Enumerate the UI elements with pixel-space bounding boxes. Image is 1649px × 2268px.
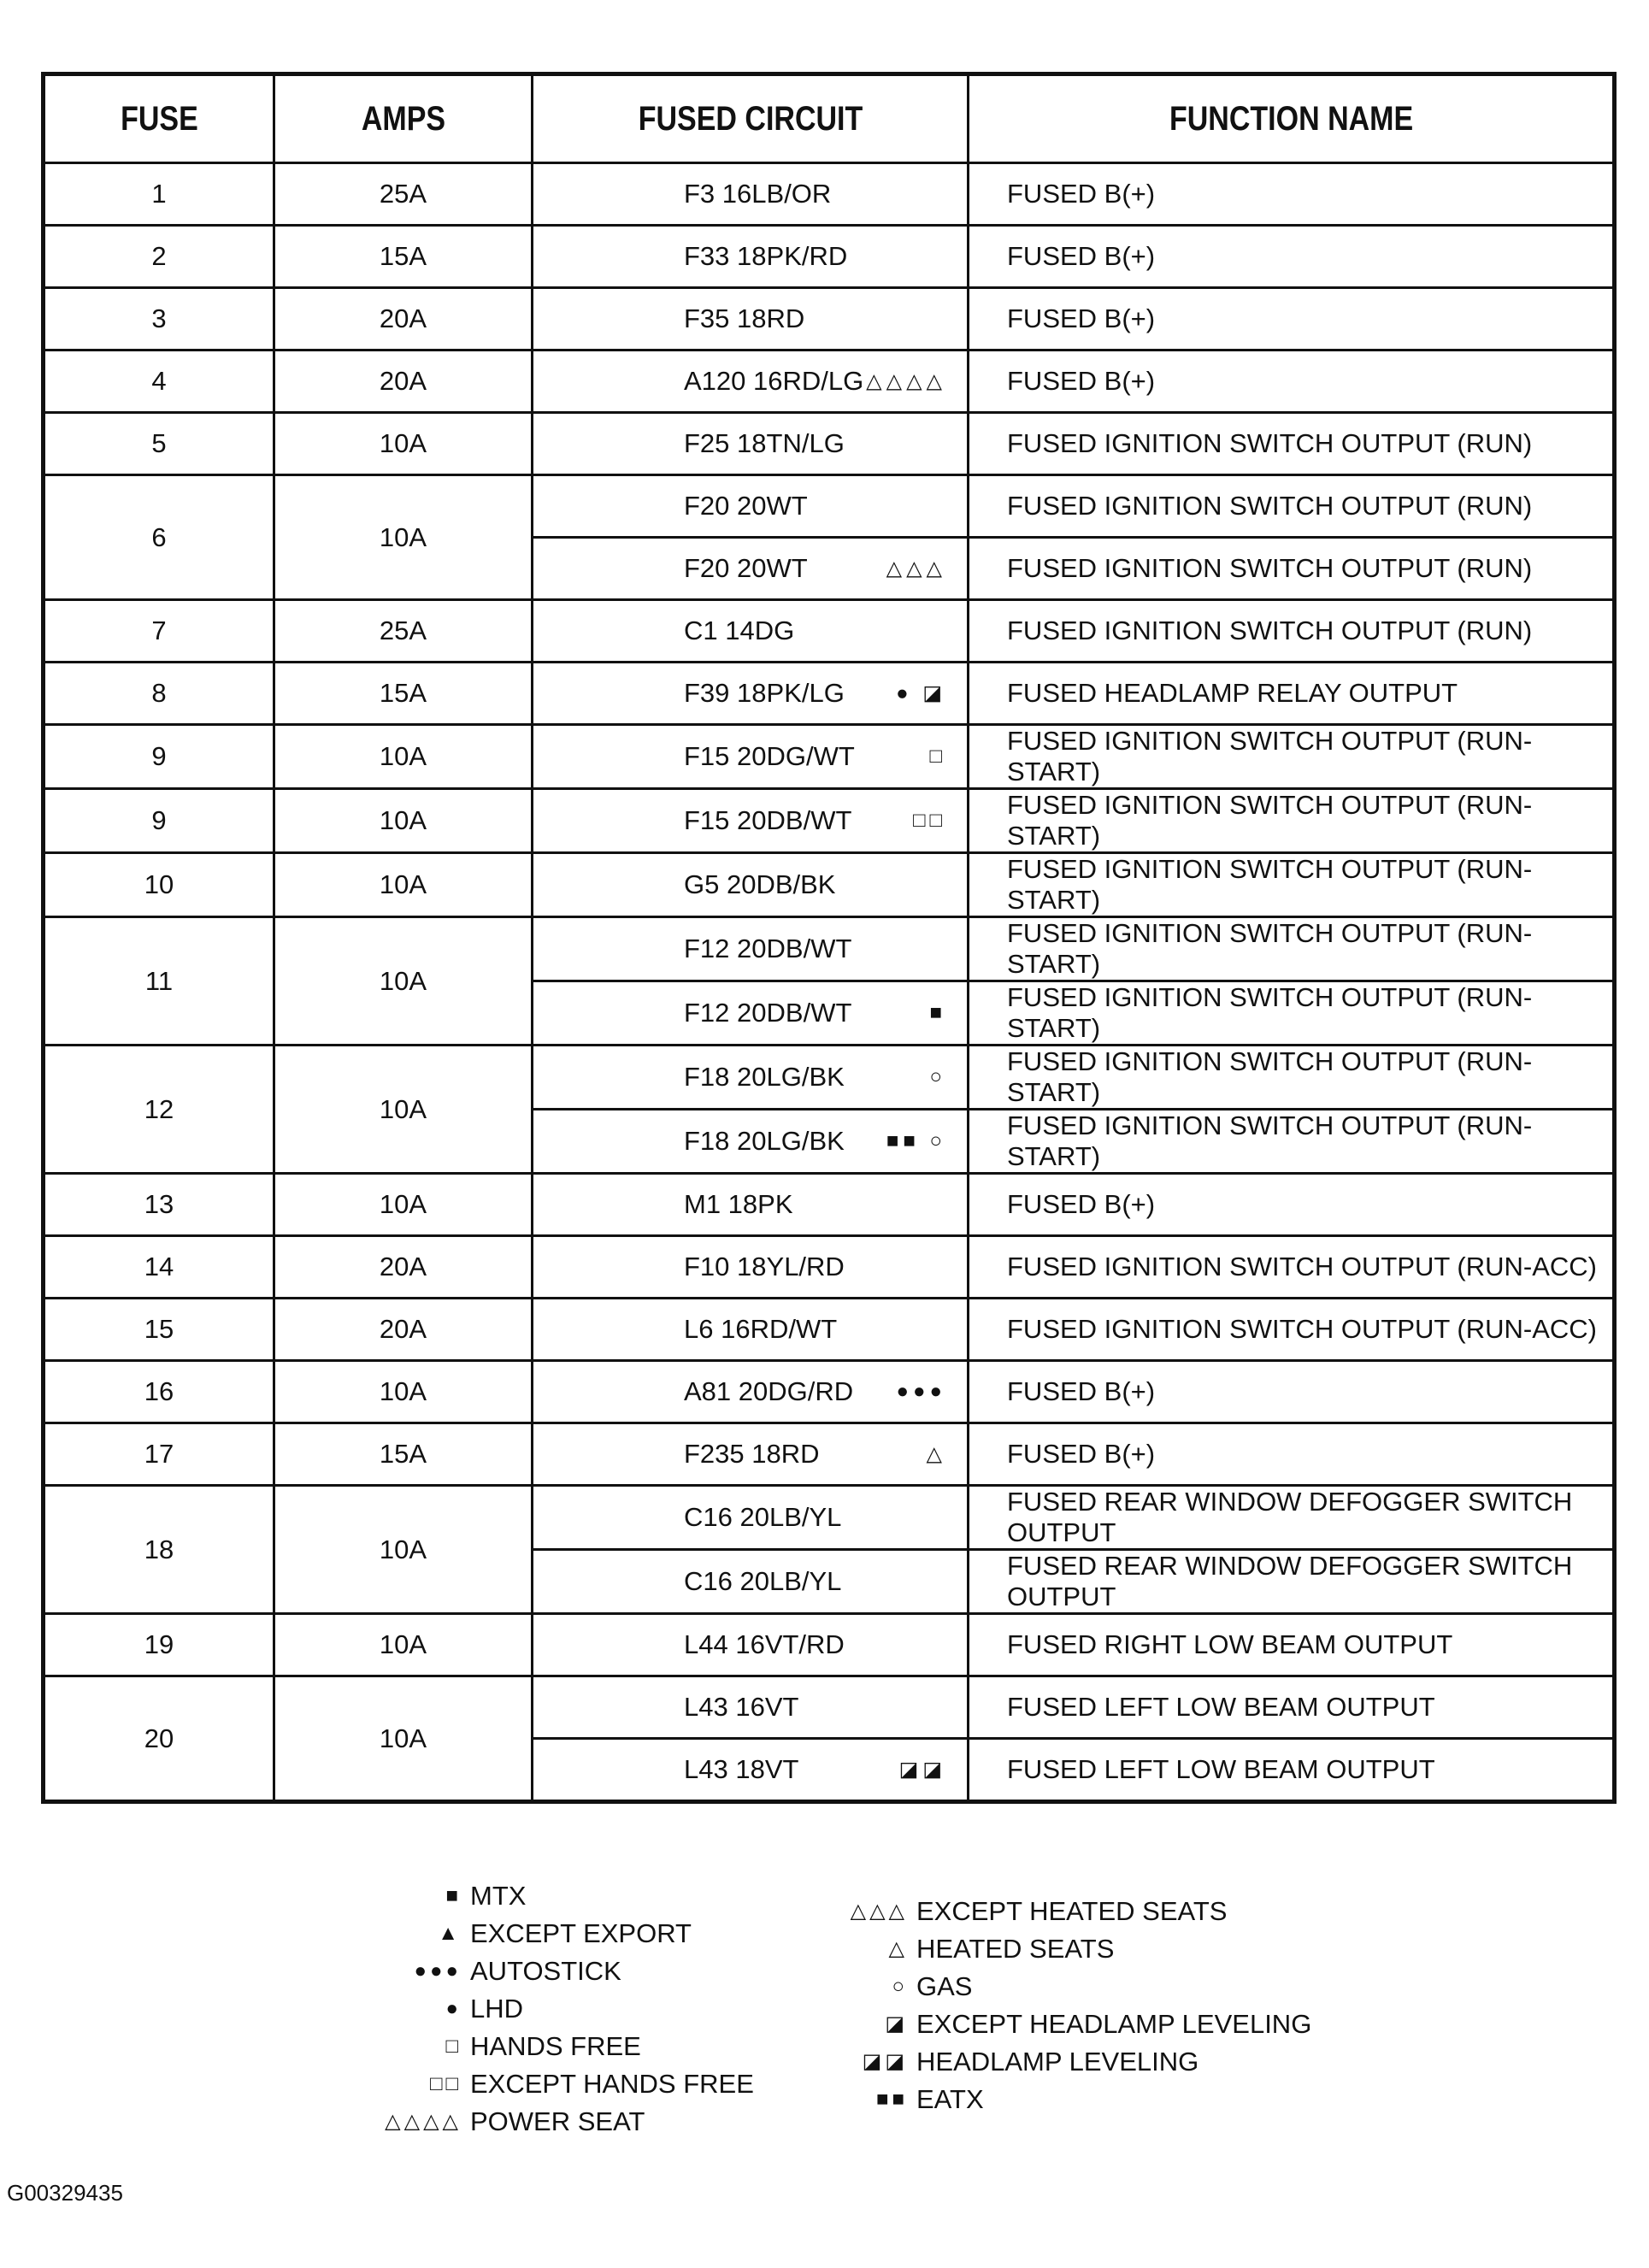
legend-label: EXCEPT EXPORT (470, 1918, 692, 1948)
function-name: FUSED IGNITION SWITCH OUTPUT (RUN) (969, 475, 1615, 538)
fuse-number: 9 (44, 789, 274, 853)
fused-circuit: F39 18PK/LG (684, 678, 845, 708)
fuse-number: 13 (44, 1174, 274, 1236)
fused-circuit: F3 16LB/OR (684, 179, 832, 209)
condition-symbol: □□ (913, 809, 946, 832)
function-name: FUSED REAR WINDOW DEFOGGER SWITCH OUTPUT (969, 1486, 1615, 1550)
table-row (44, 1614, 1615, 1676)
fuse-number: 9 (44, 725, 274, 789)
fuse-amps: 10A (274, 1361, 533, 1423)
function-name: FUSED IGNITION SWITCH OUTPUT (RUN) (969, 600, 1615, 663)
header-fused-circuit: FUSED CIRCUIT (565, 74, 936, 163)
fused-circuit-cell (533, 1739, 969, 1802)
fused-circuit-cell (533, 1550, 969, 1614)
fuse-number: 19 (44, 1614, 274, 1676)
fuse-number: 15 (44, 1299, 274, 1361)
fused-circuit: F15 20DB/WT (684, 805, 852, 835)
fused-circuit-cell (533, 351, 969, 413)
table-row (44, 1174, 1615, 1236)
fused-circuit: F10 18YL/RD (684, 1252, 845, 1281)
table-row (44, 1236, 1615, 1299)
fuse-amps: 10A (274, 1614, 533, 1676)
fuse-amps: 10A (274, 853, 533, 917)
fuse-number: 17 (44, 1423, 274, 1486)
fused-circuit-cell (533, 413, 969, 475)
legend-symbol: △△△△ (385, 2110, 462, 2133)
function-name: FUSED LEFT LOW BEAM OUTPUT (969, 1676, 1615, 1739)
condition-symbol: △△△ (886, 557, 946, 580)
fuse-amps: 10A (274, 1046, 533, 1174)
legend-label: GAS (916, 1971, 973, 2001)
table-row (44, 1046, 1615, 1110)
legend-symbol: ◪ (885, 2012, 908, 2035)
fused-circuit: F18 20LG/BK (684, 1126, 845, 1156)
fused-circuit-cell (533, 538, 969, 600)
fused-circuit: F12 20DB/WT (684, 934, 852, 963)
fuse-amps: 10A (274, 1174, 533, 1236)
table-row (44, 1423, 1615, 1486)
condition-symbol: □ (929, 745, 946, 768)
fuse-amps: 20A (274, 1236, 533, 1299)
fuse-number: 11 (44, 917, 274, 1046)
legend-label: EATX (916, 2084, 984, 2114)
function-name: FUSED REAR WINDOW DEFOGGER SWITCH OUTPUT (969, 1550, 1615, 1614)
function-name: FUSED B(+) (969, 1423, 1615, 1486)
fuse-amps: 15A (274, 1423, 533, 1486)
fused-circuit: L44 16VT/RD (684, 1629, 845, 1659)
fuse-amps: 15A (274, 663, 533, 725)
function-name: FUSED B(+) (969, 226, 1615, 288)
legend-symbol: ○ (892, 1975, 908, 1998)
fused-circuit-cell (533, 789, 969, 853)
fused-circuit-cell (533, 600, 969, 663)
table-row (44, 1361, 1615, 1423)
condition-symbol: △△△△ (866, 369, 946, 393)
function-name: FUSED IGNITION SWITCH OUTPUT (RUN-START) (969, 1110, 1615, 1174)
condition-symbol: △ (926, 1442, 946, 1466)
fused-circuit-cell (533, 981, 969, 1046)
table-row (44, 853, 1615, 917)
fuse-amps: 20A (274, 1299, 533, 1361)
legend-label: HEADLAMP LEVELING (916, 2047, 1199, 2077)
fused-circuit: A120 16RD/LG (684, 366, 864, 396)
function-name: FUSED B(+) (969, 1174, 1615, 1236)
table-row (44, 163, 1615, 226)
fused-circuit-cell (533, 1423, 969, 1486)
fused-circuit: C16 20LB/YL (684, 1566, 842, 1596)
fused-circuit-cell (533, 226, 969, 288)
function-name: FUSED IGNITION SWITCH OUTPUT (RUN-ACC) (969, 1299, 1615, 1361)
legend-symbol: △△△ (850, 1900, 908, 1923)
legend-symbol: ● (445, 1997, 462, 2020)
function-name: FUSED IGNITION SWITCH OUTPUT (RUN-START) (969, 1046, 1615, 1110)
legend-symbol: □ (445, 2035, 462, 2058)
fuse-number: 16 (44, 1361, 274, 1423)
fuse-amps: 10A (274, 789, 533, 853)
fuse-amps: 10A (274, 1486, 533, 1614)
fused-circuit-cell (533, 475, 969, 538)
fused-circuit: F20 20WT (684, 553, 808, 583)
table-row (44, 1486, 1615, 1550)
function-name: FUSED IGNITION SWITCH OUTPUT (RUN-START) (969, 917, 1615, 981)
table-row (44, 917, 1615, 981)
legend-label: LHD (470, 1994, 524, 2024)
legend-symbol: □□ (430, 2072, 462, 2095)
condition-symbol: ■■ ○ (886, 1129, 946, 1152)
fused-circuit: C16 20LB/YL (684, 1502, 842, 1532)
legend-label: MTX (470, 1881, 527, 1911)
header-amps: AMPS (293, 74, 513, 163)
fuse-number: 20 (44, 1676, 274, 1802)
fused-circuit: A81 20DG/RD (684, 1376, 854, 1406)
header-function-name: FUNCTION NAME (1016, 74, 1566, 163)
function-name: FUSED B(+) (969, 163, 1615, 226)
fuse-amps: 10A (274, 1676, 533, 1802)
function-name: FUSED LEFT LOW BEAM OUTPUT (969, 1739, 1615, 1802)
legend-label: HANDS FREE (470, 2031, 641, 2061)
fused-circuit-cell (533, 1486, 969, 1550)
fused-circuit: F12 20DB/WT (684, 998, 852, 1028)
fuse-number: 12 (44, 1046, 274, 1174)
fused-circuit-cell (533, 853, 969, 917)
fused-circuit: F33 18PK/RD (684, 241, 848, 271)
fused-circuit-cell (533, 1614, 969, 1676)
table-row (44, 600, 1615, 663)
fuse-amps: 15A (274, 226, 533, 288)
fuse-table (41, 72, 1617, 1804)
fuse-number: 8 (44, 663, 274, 725)
fused-circuit: F235 18RD (684, 1439, 820, 1469)
fuse-amps: 10A (274, 725, 533, 789)
fuse-number: 4 (44, 351, 274, 413)
fused-circuit: F18 20LG/BK (684, 1062, 845, 1092)
function-name: FUSED IGNITION SWITCH OUTPUT (RUN-START) (969, 725, 1615, 789)
fused-circuit-cell (533, 725, 969, 789)
table-row (44, 789, 1615, 853)
function-name: FUSED B(+) (969, 351, 1615, 413)
legend-label: EXCEPT HANDS FREE (470, 2069, 754, 2099)
fuse-number: 1 (44, 163, 274, 226)
function-name: FUSED B(+) (969, 288, 1615, 351)
function-name: FUSED IGNITION SWITCH OUTPUT (RUN) (969, 413, 1615, 475)
table-row (44, 413, 1615, 475)
condition-symbol: ■ (929, 1001, 946, 1024)
function-name: FUSED HEADLAMP RELAY OUTPUT (969, 663, 1615, 725)
fused-circuit-cell (533, 1299, 969, 1361)
condition-symbol: ◪◪ (898, 1758, 946, 1782)
function-name: FUSED IGNITION SWITCH OUTPUT (RUN-START) (969, 789, 1615, 853)
legend-label: EXCEPT HEADLAMP LEVELING (916, 2009, 1312, 2039)
legend-symbol: △ (888, 1937, 908, 1960)
fuse-amps: 25A (274, 163, 533, 226)
function-name: FUSED IGNITION SWITCH OUTPUT (RUN-ACC) (969, 1236, 1615, 1299)
fused-circuit-cell (533, 1361, 969, 1423)
legend-symbol: ■ (445, 1884, 462, 1907)
fuse-number: 10 (44, 853, 274, 917)
table-row (44, 475, 1615, 538)
fused-circuit: F20 20WT (684, 491, 808, 521)
fused-circuit: M1 18PK (684, 1189, 793, 1219)
table-row (44, 1676, 1615, 1739)
fuse-amps: 25A (274, 600, 533, 663)
condition-symbol: ● ◪ (896, 681, 946, 705)
table-row (44, 288, 1615, 351)
fused-circuit: C1 14DG (684, 616, 795, 645)
table-row (44, 1299, 1615, 1361)
fused-circuit: F35 18RD (684, 303, 805, 333)
legend-symbol: ◪◪ (862, 2050, 908, 2073)
fused-circuit: F25 18TN/LG (684, 428, 845, 458)
fused-circuit: L43 18VT (684, 1754, 799, 1784)
legend-label: HEATED SEATS (916, 1934, 1115, 1964)
header-fuse: FUSE (61, 74, 257, 163)
table-header (44, 74, 1615, 163)
function-name: FUSED RIGHT LOW BEAM OUTPUT (969, 1614, 1615, 1676)
fused-circuit-cell (533, 1676, 969, 1739)
table-row (44, 663, 1615, 725)
condition-symbol: ●●● (896, 1380, 946, 1403)
legend-symbol: ●●● (414, 1959, 462, 1982)
fuse-number: 3 (44, 288, 274, 351)
table-row (44, 226, 1615, 288)
fused-circuit-cell (533, 917, 969, 981)
function-name: FUSED IGNITION SWITCH OUTPUT (RUN-START) (969, 981, 1615, 1046)
fused-circuit-cell (533, 1046, 969, 1110)
fuse-amps: 20A (274, 288, 533, 351)
table-row (44, 725, 1615, 789)
fuse-number: 7 (44, 600, 274, 663)
function-name: FUSED IGNITION SWITCH OUTPUT (RUN) (969, 538, 1615, 600)
symbol-legend (0, 1879, 1649, 2144)
fuse-number: 2 (44, 226, 274, 288)
fuse-amps: 10A (274, 475, 533, 600)
fused-circuit: F15 20DG/WT (684, 741, 855, 771)
legend-label: AUTOSTICK (470, 1956, 621, 1986)
legend-label: POWER SEAT (470, 2106, 645, 2136)
fuse-amps: 20A (274, 351, 533, 413)
legend-symbol: ■■ (876, 2088, 908, 2111)
condition-symbol: ○ (929, 1065, 946, 1088)
fused-circuit-cell (533, 1236, 969, 1299)
fuse-number: 14 (44, 1236, 274, 1299)
fused-circuit-cell (533, 163, 969, 226)
fused-circuit-cell (533, 1174, 969, 1236)
table-row (44, 351, 1615, 413)
legend-label: EXCEPT HEATED SEATS (916, 1896, 1228, 1926)
function-name: FUSED IGNITION SWITCH OUTPUT (RUN-START) (969, 853, 1615, 917)
fuse-amps: 10A (274, 917, 533, 1046)
fused-circuit-cell (533, 663, 969, 725)
fuse-amps: 10A (274, 413, 533, 475)
legend-symbol: ▲ (438, 1922, 462, 1945)
fused-circuit-cell (533, 1110, 969, 1174)
fused-circuit: G5 20DB/BK (684, 869, 836, 899)
fused-circuit: L6 16RD/WT (684, 1314, 838, 1344)
fuse-number: 18 (44, 1486, 274, 1614)
fused-circuit-cell (533, 288, 969, 351)
function-name: FUSED B(+) (969, 1361, 1615, 1423)
fuse-number: 6 (44, 475, 274, 600)
table-body (44, 163, 1615, 1802)
document-id: G00329435 (7, 2180, 123, 2206)
fuse-number: 5 (44, 413, 274, 475)
fused-circuit: L43 16VT (684, 1692, 799, 1722)
